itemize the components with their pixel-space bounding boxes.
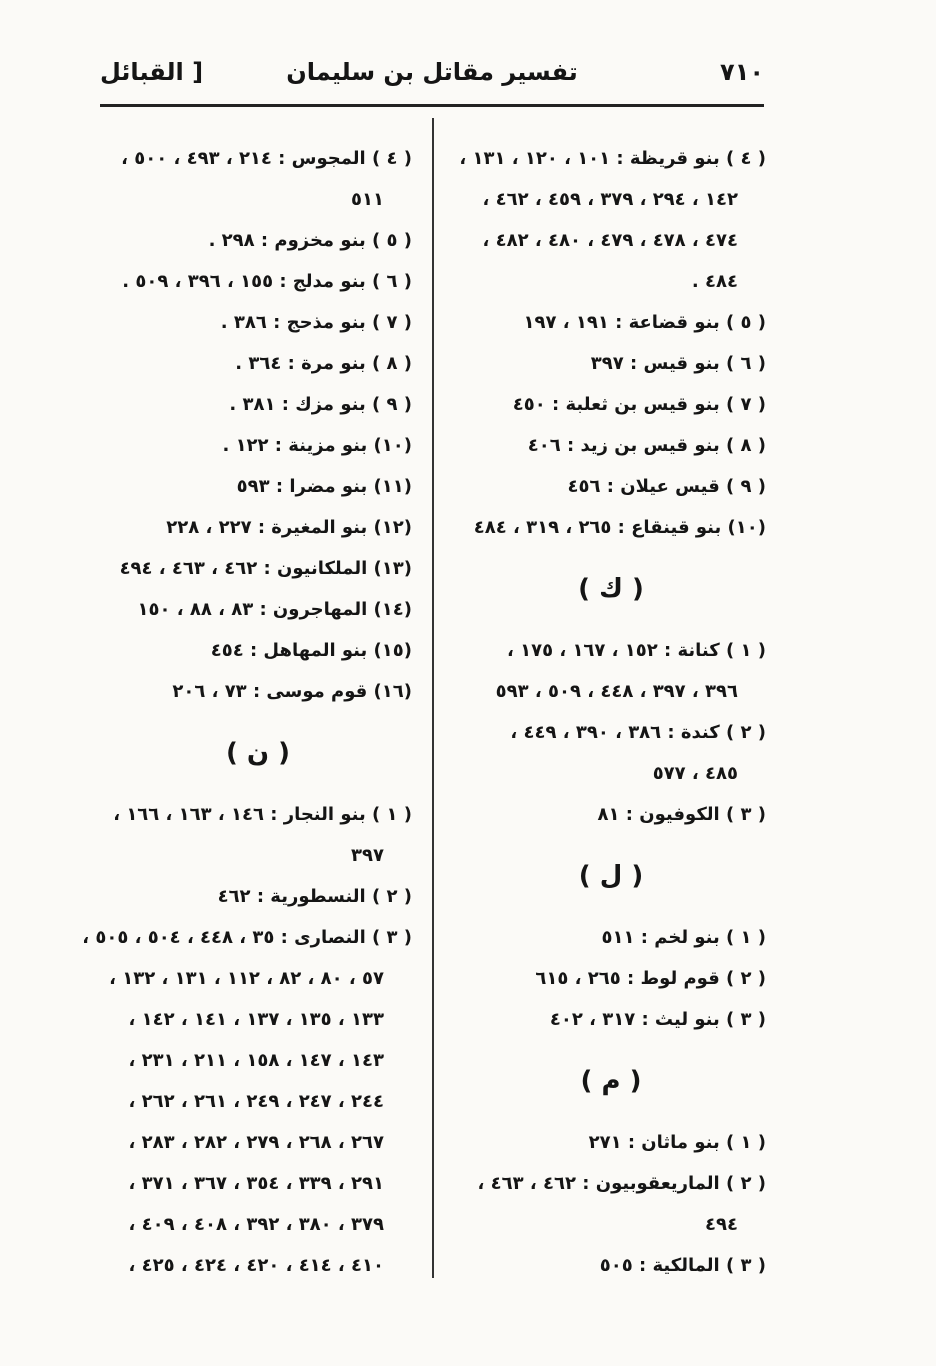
index-entry: ( ٨ ) بنو مرة : ٣٦٤ .: [235, 353, 412, 374]
letter-heading: ( ك ): [578, 574, 644, 604]
index-entry: ( ١ ) كنانة : ١٥٢ ، ١٦٧ ، ١٧٥ ،: [506, 640, 766, 661]
index-entry: ( ٤ ) المجوس : ٢١٤ ، ٤٩٣ ، ٥٠٠ ،: [121, 148, 412, 169]
index-entry-continuation: ٤٧٤ ، ٤٧٨ ، ٤٧٩ ، ٤٨٠ ، ٤٨٢ ،: [482, 230, 738, 251]
section-title: [ القبائل: [100, 58, 204, 86]
index-entry-continuation: ٢٤٤ ، ٢٤٧ ، ٢٤٩ ، ٢٦١ ، ٢٦٢ ،: [128, 1091, 384, 1112]
index-entry-continuation: ٣٩٧: [351, 845, 384, 866]
index-entry: ( ٦ ) بنو قيس : ٣٩٧: [590, 353, 766, 374]
index-entry: (١٣) الملكانيون : ٤٦٢ ، ٤٦٣ ، ٤٩٤: [119, 558, 412, 579]
index-entry: ( ٢ ) النسطورية : ٤٦٢: [217, 886, 412, 907]
index-entry: ( ١ ) بنو النجار : ١٤٦ ، ١٦٣ ، ١٦٦ ،: [113, 804, 412, 825]
index-entry: ( ٥ ) بنو قضاعة : ١٩١ ، ١٩٧: [523, 312, 766, 333]
index-entry: ( ٤ ) بنو قريظة : ١٠١ ، ١٢٠ ، ١٣١ ،: [459, 148, 766, 169]
index-entry: ( ٣ ) الكوفيون : ٨١: [597, 804, 766, 825]
column-divider: [432, 118, 434, 1278]
letter-heading: ( ن ): [225, 738, 291, 768]
running-header: [100, 52, 764, 96]
index-entry: ( ٣ ) النصارى : ٣٥ ، ٤٤٨ ، ٥٠٤ ، ٥٠٥ ،: [82, 927, 412, 948]
index-entry: ( ٩ ) بنو مزك : ٣٨١ .: [229, 394, 412, 415]
index-entry: (١٠) بنو مزينة : ١٢٢ .: [222, 435, 412, 456]
left-column: [82, 138, 412, 1286]
letter-heading: ( م ): [580, 1066, 642, 1096]
index-entry-continuation: ٤٩٤: [705, 1214, 738, 1235]
page-number: ٧١٠: [720, 58, 764, 86]
index-entry: ( ٨ ) بنو قيس بن زيد : ٤٠٦: [527, 435, 766, 456]
index-entry: (١٥) بنو المهاهل : ٤٥٤: [210, 640, 412, 661]
index-entry-continuation: ٤١٠ ، ٤١٤ ، ٤٢٠ ، ٤٢٤ ، ٤٢٥ ،: [128, 1255, 384, 1276]
index-entry: (١١) بنو مضرا : ٥٩٣: [236, 476, 412, 497]
index-entry: ( ١ ) بنو لخم : ٥١١: [601, 927, 766, 948]
header-rule: [100, 104, 764, 107]
index-entry: ( ٢ ) قوم لوط : ٢٦٥ ، ٦١٥: [535, 968, 766, 989]
index-entry-continuation: ٥٧ ، ٨٠ ، ٨٢ ، ١١٢ ، ١٣١ ، ١٣٢ ،: [109, 968, 384, 989]
index-entry: ( ٢ ) الماريعقوبيون : ٤٦٢ ، ٤٦٣ ،: [477, 1173, 766, 1194]
index-entry: ( ٦ ) بنو مدلج : ١٥٥ ، ٣٩٦ ، ٥٠٩ .: [122, 271, 412, 292]
index-entry: (١٤) المهاجرون : ٨٣ ، ٨٨ ، ١٥٠: [137, 599, 412, 620]
index-entry: (١٢) بنو المغيرة : ٢٢٧ ، ٢٢٨: [166, 517, 412, 538]
index-entry-continuation: ١٤٣ ، ١٤٧ ، ١٥٨ ، ٢١١ ، ٢٣١ ،: [128, 1050, 384, 1071]
index-entry-continuation: ٤٨٥ ، ٥٧٧: [652, 763, 738, 784]
index-entry-continuation: ٣٩٦ ، ٣٩٧ ، ٤٤٨ ، ٥٠٩ ، ٥٩٣: [495, 681, 738, 702]
letter-heading: ( ل ): [578, 861, 644, 891]
index-entry: ( ١ ) بنو ماثان : ٢٧١: [588, 1132, 766, 1153]
index-entry: ( ٩ ) قيس عيلان : ٤٥٦: [567, 476, 766, 497]
index-entry: ( ٢ ) كندة : ٣٨٦ ، ٣٩٠ ، ٤٤٩ ،: [510, 722, 766, 743]
index-entry-continuation: ٥١١: [351, 189, 384, 210]
index-entry: ( ٧ ) بنو مذحج : ٣٨٦ .: [220, 312, 412, 333]
index-entry: ( ٧ ) بنو قيس بن ثعلبة : ٤٥٠: [512, 394, 766, 415]
index-entry: ( ٥ ) بنو مخزوم : ٢٩٨ .: [208, 230, 412, 251]
index-entry: ( ٣ ) بنو ليث : ٣١٧ ، ٤٠٢: [549, 1009, 766, 1030]
index-entry: (١٠) بنو قينقاع : ٢٦٥ ، ٣١٩ ، ٤٨٤: [473, 517, 766, 538]
index-entry-continuation: ١٣٣ ، ١٣٥ ، ١٣٧ ، ١٤١ ، ١٤٢ ،: [128, 1009, 384, 1030]
index-entry-continuation: ٢٩١ ، ٣٣٩ ، ٣٥٤ ، ٣٦٧ ، ٣٧١ ،: [128, 1173, 384, 1194]
index-entry-continuation: ٢٦٧ ، ٢٦٨ ، ٢٧٩ ، ٢٨٢ ، ٢٨٣ ،: [128, 1132, 384, 1153]
book-title: تفسير مقاتل بن سليمان: [286, 58, 578, 86]
index-entry: (١٦) قوم موسى : ٧٣ ، ٢٠٦: [172, 681, 412, 702]
index-entry-continuation: ٤٨٤ .: [691, 271, 738, 292]
index-entry-continuation: ٣٧٩ ، ٣٨٠ ، ٣٩٢ ، ٤٠٨ ، ٤٠٩ ،: [128, 1214, 384, 1235]
index-entry-continuation: ١٤٢ ، ٢٩٤ ، ٣٧٩ ، ٤٥٩ ، ٤٦٢ ،: [482, 189, 738, 210]
index-entry: ( ٣ ) المالكية : ٥٠٥: [599, 1255, 766, 1276]
right-column: [456, 138, 766, 1286]
